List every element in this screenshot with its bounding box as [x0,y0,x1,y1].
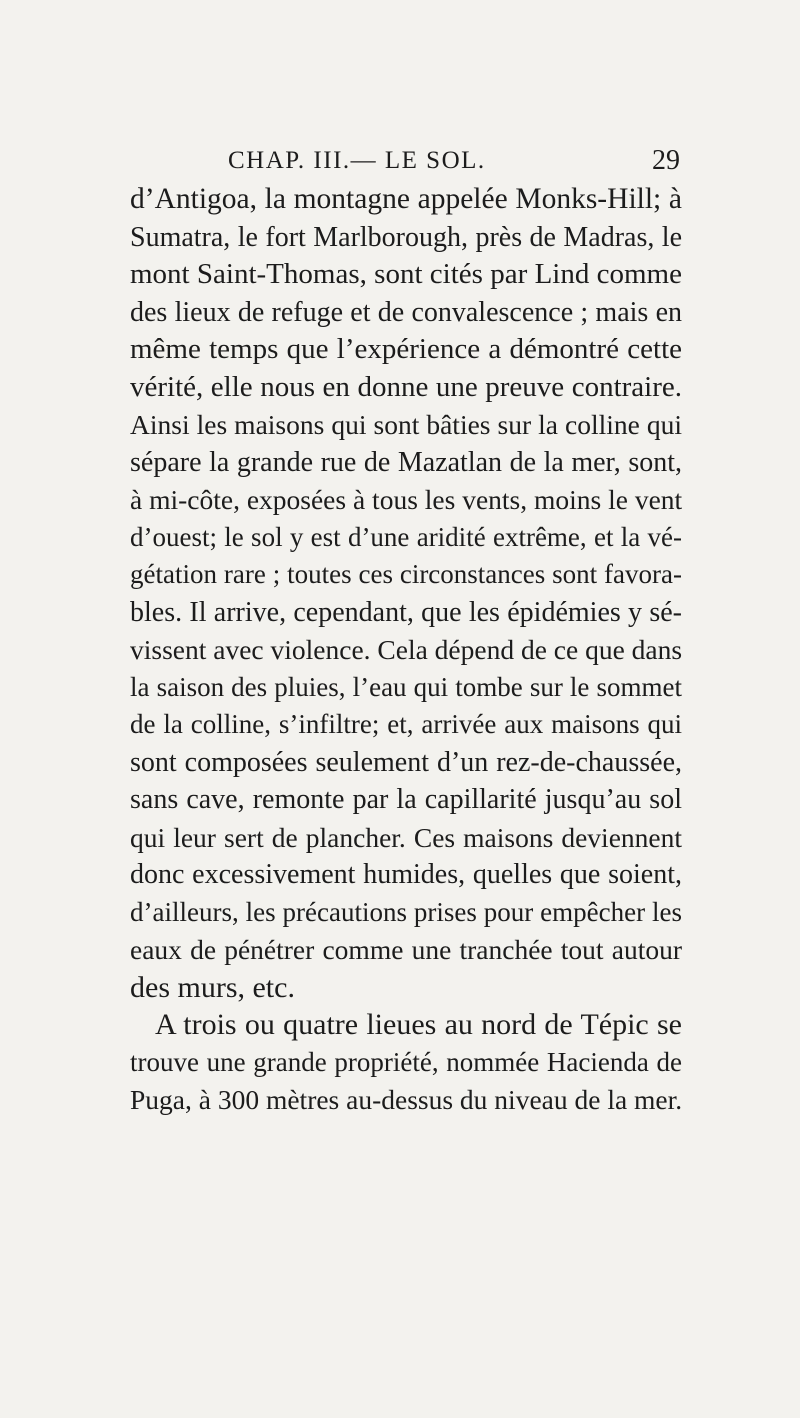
text-line: sans cave, remonte par la capillarité jusqu’au sol [130,784,682,815]
text-line: d’ailleurs, les précautions prises pour empêcher les [130,896,682,927]
running-head [180,145,680,179]
text-line: mont Saint-Thomas, sont cités par Lind comme [130,258,682,290]
text-line: vissent avec violence. Cela dépend de ce que dans [130,634,683,665]
text-line: même temps que l’expérience a démontré cette [130,333,682,365]
text-line: bles. Il arrive, cependant, que les épidémies y sé- [130,596,682,628]
text-line: Sumatra, le fort Marlborough, près de Madras, le [130,221,682,253]
text-line: eaux de pénétrer comme une tranchée tout autour [130,934,682,965]
text-line: d’Antigoa, la montagne appelée Monks-Hill; à [130,183,682,215]
text-line: Puga, à 300 mètres au-dessus du niveau de la mer. [130,1084,683,1115]
text-line: des lieux de refuge et de convalescence ; mais en [130,296,682,328]
text-line: de la colline, s’infiltre; et, arrivée aux maisons qui [130,709,682,739]
running-title: CHAP. III.— LE SOL. [228,147,486,174]
text-line: qui leur sert de plancher. Ces maisons deviennent [130,821,682,853]
text-line: sépare la grande rue de Mazatlan de la mer, sont, [130,446,682,478]
text-line: trouve une grande propriété, nommée Hacienda de [130,1046,682,1077]
text-line: la saison des pluies, l’eau qui tombe sur le sommet [130,671,682,702]
body-text [130,181,682,1119]
text-line: vérité, elle nous en donne une preuve contraire. [130,370,682,403]
paragraph-end-line: des murs, etc. [130,970,295,1004]
text-line: sont composées seulement d’un rez-de-chaussée, [130,746,682,778]
paragraph-start-line: A trois ou quatre lieues au nord de Tépic se [155,1008,682,1041]
text-line: gétation rare ; toutes ces circonstances sont favora- [130,559,682,589]
page-number: 29 [652,145,680,176]
text-line: Ainsi les maisons qui sont bâties sur la colline qui [130,409,682,440]
text-line: d’ouest; le sol y est d’une aridité extrême, et la vé- [130,521,682,552]
text-line: à mi-côte, exposées à tous les vents, moins le vent [130,484,683,515]
text-line: donc excessivement humides, quelles que soient, [130,859,682,890]
